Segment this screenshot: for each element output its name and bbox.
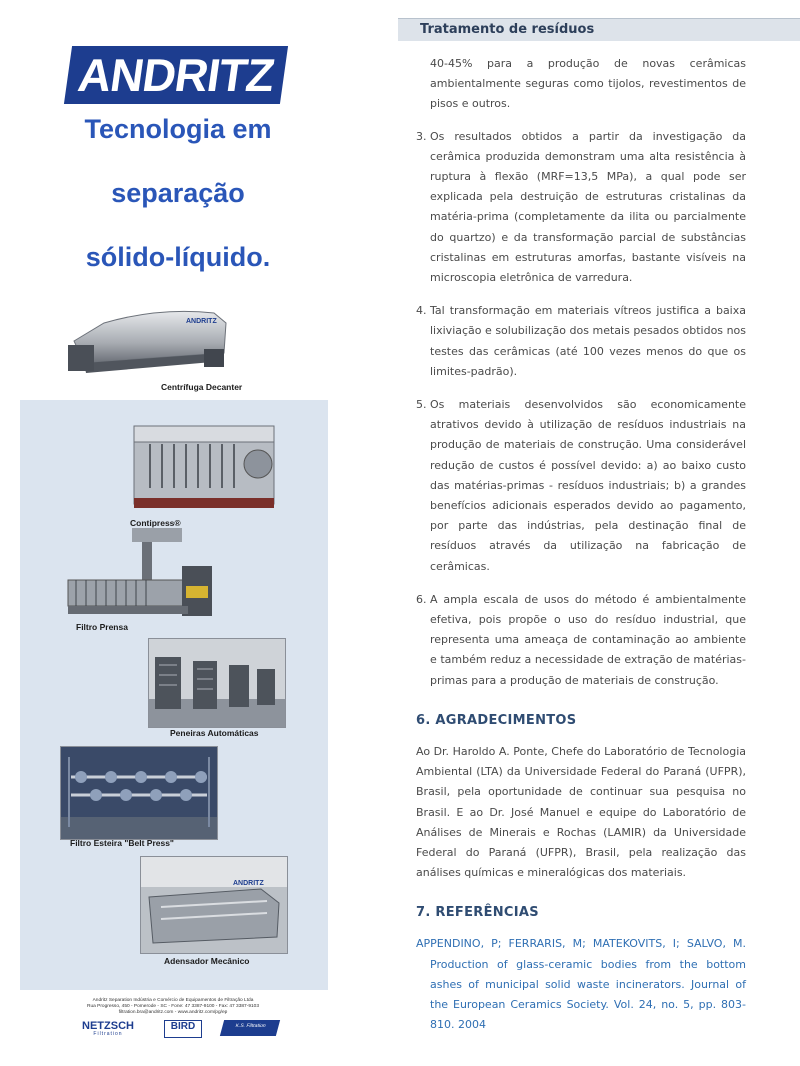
belt-press-image <box>60 746 218 840</box>
adensador-mecanico-image <box>140 856 288 954</box>
references-heading: 7. REFERÊNCIAS <box>416 905 539 921</box>
decanter-centrifuge-image <box>64 301 234 381</box>
list-item: 3. Os resultados obtidos a partir da investigação da cerâmica produzida demonstram uma alta resistência à ruptura à flexão (MRF=13,5 MPa), a qual pode ser explicada pela destruição de estruturas cristalinas da matéria-prima (completamente da ilita ou parcialmente do quartzo) e da transformação parcial de substâncias cristalinas em estruturas amorfas, bastante visíveis na microscopia eletrônica de varredura. <box>416 129 746 285</box>
peneiras-automaticas-image <box>148 638 286 728</box>
ad-footer-line-3: filtration.bra@andritz.com - www.andritz.com/pg/ep <box>118 1010 228 1015</box>
ad-company-info <box>48 998 298 1016</box>
caption-adensador-mecanico: Adensador Mecânico <box>164 956 250 966</box>
section-header-bar <box>398 18 800 41</box>
article-column <box>398 0 800 1066</box>
acknowledgements-heading: 6. AGRADECIMENTOS <box>416 712 577 728</box>
ad-footer-line-1: Andritz Separation Indústria e Comércio de Equipamentos de Filtração Ltda <box>92 998 254 1003</box>
list-item: 5. Os materiais desenvolvidos são economicamente atrativos devido à utilização de resíduos industriais na produção de materiais de construção. Uma considerável redução de custos é possível devido: a) ao baixo custo das matérias-primas - resíduos industriais; b) a grandes benefícios adicionais esperados devido ao pagamento, por parte das indústrias, pela destinação final de resíduos através da utilização na fabricação de cerâmicas. <box>416 398 746 573</box>
caption-centrifuga-decanter: Centrífuga Decanter <box>161 382 243 392</box>
caption-filtro-prensa: Filtro Prensa <box>76 622 128 632</box>
intro-paragraph: 40-45% para a produção de novas cerâmicas ambientalmente seguras como tijolos, revestimentos de pisos e outros. <box>430 57 746 111</box>
ad-footer-line-2: Rua Progresso, 450 - Pomerode - SC - Fone: 47 3387-9100 - Fax: 47 3387-9103 <box>87 1004 259 1009</box>
findings-list <box>416 127 746 691</box>
andritz-advertisement <box>18 18 338 1048</box>
article-body <box>416 54 746 1035</box>
caption-belt-press: Filtro Esteira "Belt Press" <box>70 838 174 848</box>
svg-text:ANDRITZ: ANDRITZ <box>186 318 217 325</box>
ad-tagline-line-2: separação <box>111 178 245 208</box>
caption-contipress: Contipress® <box>130 518 181 528</box>
svg-text:ANDRITZ: ANDRITZ <box>233 880 264 887</box>
ad-tagline-line-3: sólido-líquido. <box>85 242 271 272</box>
reference-entry: APPENDINO, P; FERRARIS, M; MATEKOVITS, I; SALVO, M. Production of glass-ceramic bodies from the bottom ashes of municipal solid waste incinerators. Journal of the European Ceramics Society. Vol. 24, no. 5, pp. 803-810. 2004 <box>416 937 746 1032</box>
caption-peneiras-automaticas: Peneiras Automáticas <box>170 728 259 738</box>
acknowledgements-text: Ao Dr. Haroldo A. Ponte, Chefe do Laboratório de Tecnologia Ambiental (LTA) da Universidade Federal do Paraná (UFPR), Brasil, pela oportunidade de continuar sua pesquisa no Brasil. E ao Dr. José Manuel e equipe do Laboratório de Análises de Minerais e Rochas (LAMIR) da Universidade Federal do Paraná (UFPR), Brasil, pela realização das análises químicas e mineralógicas dos materiais. <box>416 744 746 880</box>
contipress-image <box>130 422 284 514</box>
ad-tagline-line-1: Tecnologia em <box>84 114 272 144</box>
section-header-title: Tratamento de resíduos <box>420 22 595 37</box>
bird-humboldt-logo: BIRD <box>164 1020 202 1038</box>
list-item: 6. A ampla escala de usos do método é ambientalmente efetiva, pois propõe o uso do resíduo industrial, que representa uma ameaça de contaminação ao ambiente e também reduz a necessidade de extração de matérias-primas para a produção de materiais de construção. <box>416 592 746 687</box>
list-item: 4. Tal transformação em materiais vítreos justifica a baixa lixiviação e solubilização dos metais pesados obtidos nos testes das cerâmicas (até 100 vezes menos do que os limites-padrão). <box>416 304 746 378</box>
filtro-prensa-image <box>62 526 232 630</box>
third-partner-logo: K.S. Filtration <box>220 1020 280 1036</box>
netzsch-logo: NETZSCH Filtration <box>82 1020 134 1037</box>
andritz-logo: ANDRITZ <box>64 46 288 104</box>
